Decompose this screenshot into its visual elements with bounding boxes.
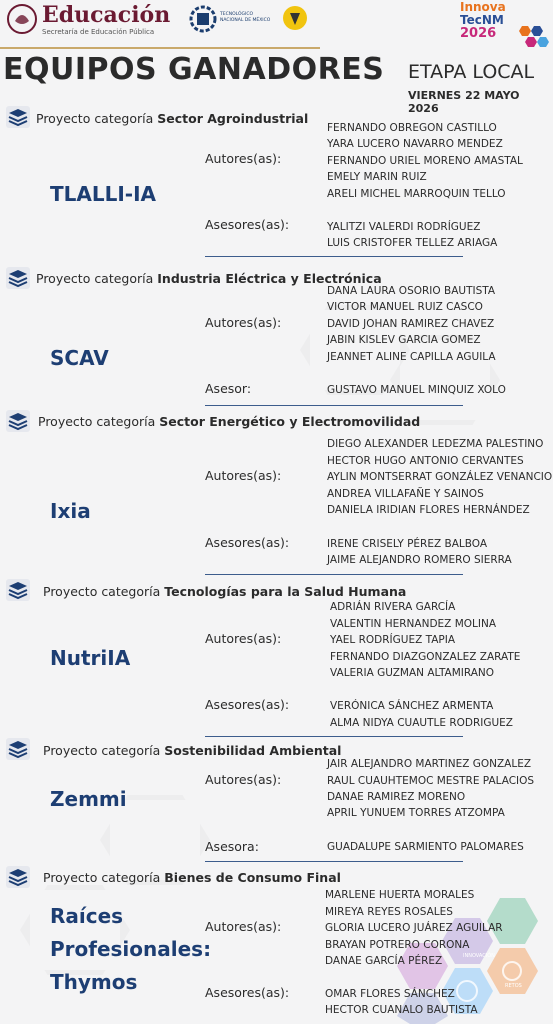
advisor-name: ALMA NIDYA CUAUTLE RODRIGUEZ (330, 717, 514, 729)
layers-icon (6, 866, 30, 888)
sep-subtitle: Secretaría de Educación Pública (42, 28, 155, 36)
author-name: HECTOR HUGO ANTONIO CERVANTES (327, 455, 524, 467)
authors-label: Autores(as): (205, 315, 282, 330)
author-name: APRIL YUNUEM TORRES ATZOMPA (327, 807, 505, 819)
year-word: 2026 (460, 26, 497, 41)
layers-icon (6, 267, 30, 289)
authors-label: Autores(as): (205, 772, 282, 787)
author-name: DANIELA IRIDIAN FLORES HERNÁNDEZ (327, 504, 530, 516)
tecnm-text-line: NACIONAL DE MÉXICO (220, 18, 271, 23)
team-name-line: Profesionales: (50, 937, 212, 961)
header-divider (0, 47, 320, 49)
category-heading (43, 743, 341, 758)
author-name: DAVID JOHAN RAMIREZ CHAVEZ (327, 318, 495, 330)
advisors-label: Asesores(as): (205, 985, 290, 1000)
advisors-label: Asesora: (205, 839, 259, 854)
author-name: MARLENE HUERTA MORALES (325, 889, 475, 901)
innova-word: Innova (460, 0, 506, 14)
category-name: Tecnologías para la Salud Humana (164, 584, 407, 599)
layers-icon (6, 410, 30, 432)
author-name: ADRIÁN RIVERA GARCÍA (330, 601, 456, 613)
category-heading (36, 111, 308, 126)
advisors-label: Asesores(as): (205, 217, 290, 232)
advisor-name: YALITZI VALERDI RODRÍGUEZ (327, 221, 481, 233)
author-name: DIEGO ALEXANDER LEDEZMA PALESTINO (327, 438, 544, 450)
author-name: GLORIA LUCERO JUÁREZ AGUILAR (325, 922, 503, 934)
tecnm-word: TecNM (460, 13, 504, 27)
author-name: FERNANDO OBREGON CASTILLO (327, 122, 497, 134)
author-name: YARA LUCERO NAVARRO MENDEZ (327, 138, 503, 150)
category-prefix: Proyecto categoría (43, 870, 161, 885)
author-name: DANAE RAMIREZ MORENO (327, 791, 466, 803)
author-name: JAIR ALEJANDRO MARTINEZ GONZALEZ (327, 758, 532, 770)
innova-tecnm-logo (458, 0, 553, 50)
category-heading (43, 584, 406, 599)
section-divider (205, 256, 463, 257)
advisor-name: OMAR FLORES SÁNCHEZ (325, 988, 455, 1000)
advisor-name: LUIS CRISTOFER TELLEZ ARIAGA (327, 237, 498, 249)
category-name: Sostenibilidad Ambiental (164, 743, 342, 758)
author-name: MIREYA REYES ROSALES (325, 906, 453, 918)
section-divider (205, 405, 463, 406)
page-title: EQUIPOS GANADORES (3, 52, 385, 87)
team-name: NutriIA (50, 646, 131, 670)
team-name: SCAV (50, 346, 109, 370)
advisors-label: Asesores(as): (205, 535, 290, 550)
advisors-label: Asesores(as): (205, 697, 290, 712)
author-name: AYLIN MONTSERRAT GONZÁLEZ VENANCIO (327, 471, 553, 483)
advisor-name: GUSTAVO MANUEL MINQUIZ XOLO (327, 384, 506, 396)
author-name: FERNANDO URIEL MORENO AMASTAL (327, 155, 523, 167)
author-name: ANDREA VILLAFAÑE Y SAINOS (327, 488, 484, 500)
category-prefix: Proyecto categoría (36, 271, 154, 286)
team-name-line: Thymos (50, 970, 138, 994)
stage-label: ETAPA LOCAL (408, 61, 535, 83)
author-name: DANA LAURA OSORIO BAUTISTA (327, 285, 496, 297)
author-name: EMELY MARIN RUIZ (327, 171, 427, 183)
author-name: VICTOR MANUEL RUIZ CASCO (327, 301, 483, 313)
author-name: YAEL RODRÍGUEZ TAPIA (330, 634, 456, 646)
section-divider (205, 861, 463, 862)
category-heading (36, 271, 382, 286)
authors-label: Autores(as): (205, 468, 282, 483)
author-name: ARELI MICHEL MARROQUIN TELLO (327, 188, 506, 200)
hexagon-cluster-icon (516, 24, 550, 50)
tecnm-text-line: TECNOLÓGICO (220, 12, 254, 17)
authors-label: Autores(as): (205, 151, 282, 166)
category-prefix: Proyecto categoría (43, 584, 161, 599)
category-name: Sector Agroindustrial (157, 111, 309, 126)
header (0, 0, 553, 50)
author-name: FERNANDO DIAZGONZALEZ ZARATE (330, 651, 521, 663)
authors-label: Autores(as): (205, 919, 282, 934)
advisor-name: VERÓNICA SÁNCHEZ ARMENTA (330, 700, 494, 712)
team-name: Ixia (50, 499, 91, 523)
category-prefix: Proyecto categoría (43, 743, 161, 758)
tecnm-text (220, 12, 270, 24)
author-name: RAUL CUAUHTEMOC MESTRE PALACIOS (327, 775, 535, 787)
institute-logo-icon (282, 5, 308, 31)
sep-logo-text (42, 2, 170, 36)
layers-icon (6, 106, 30, 128)
advisors-label: Asesor: (205, 381, 252, 396)
category-heading (43, 870, 341, 885)
category-prefix: Proyecto categoría (36, 111, 154, 126)
authors-label: Autores(as): (205, 631, 282, 646)
team-name-line: Raíces (50, 904, 124, 928)
category-heading (38, 414, 420, 429)
advisor-name: IRENE CRISELY PÉREZ BALBOA (327, 538, 488, 550)
section-divider (205, 736, 463, 737)
author-name: DANAE GARCÍA PÉREZ (325, 955, 443, 967)
layers-icon (6, 738, 30, 760)
team-name: TLALLI-IA (50, 182, 157, 206)
section-divider (205, 574, 463, 575)
advisor-name: HECTOR CUANALO BAUTISTA (325, 1004, 478, 1016)
author-name: BRAYAN POTRERO CORONA (325, 939, 470, 951)
national-emblem-icon (6, 3, 38, 35)
event-date: VIERNES 22 MAYO 2026 (408, 89, 520, 115)
tecnm-logo-icon (189, 5, 217, 33)
advisor-name: GUADALUPE SARMIENTO PALOMARES (327, 841, 524, 853)
category-name: Bienes de Consumo Final (164, 870, 341, 885)
author-name: VALENTIN HERNANDEZ MOLINA (330, 618, 497, 630)
author-name: JEANNET ALINE CAPILLA AGUILA (327, 351, 496, 363)
team-name: Zemmi (50, 787, 127, 811)
badge-label: INNOVACIÓN (463, 953, 495, 959)
category-name: Sector Energético y Electromovilidad (159, 414, 421, 429)
category-prefix: Proyecto categoría (38, 414, 156, 429)
author-name: VALERIA GUZMAN ALTAMIRANO (330, 667, 495, 679)
sep-title: Educación (42, 2, 171, 28)
category-name: Industria Eléctrica y Electrónica (157, 271, 382, 286)
badge-label: RETOS (505, 983, 522, 989)
advisor-name: JAIME ALEJANDRO ROMERO SIERRA (327, 554, 512, 566)
author-name: JABIN KISLEV GARCIA GOMEZ (327, 334, 481, 346)
layers-icon (6, 579, 30, 601)
